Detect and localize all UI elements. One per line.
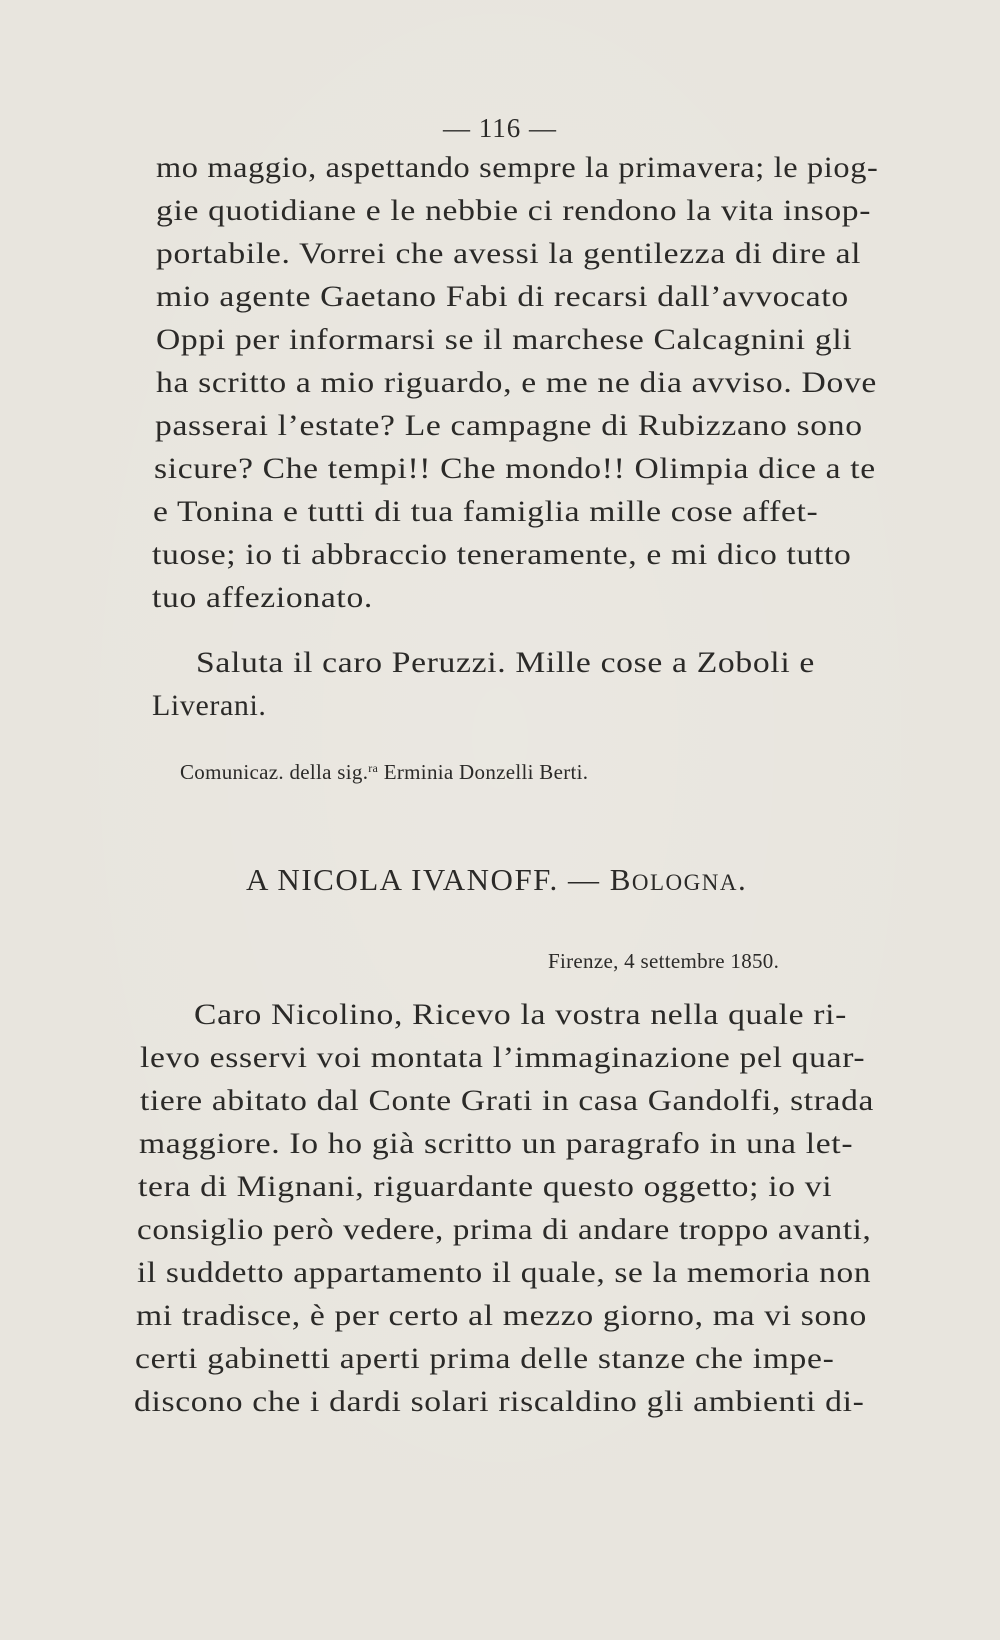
- text-line: passerai l’estate? Le campagne di Rubizzano sono: [155, 409, 863, 442]
- heading-recipient: A NICOLA IVANOFF. —: [246, 862, 601, 897]
- text-line: tiere abitato dal Conte Grati in casa Gandolfi, strada: [140, 1084, 875, 1117]
- text-line: tuo affezionato.: [152, 581, 373, 614]
- text-line: tera di Mignani, riguardante questo oggetto; io vi: [138, 1170, 833, 1203]
- text-line: sicure? Che tempi!! Che mondo!! Olimpia dice a te: [154, 452, 876, 485]
- text-line: levo esservi voi montata l’immaginazione pel quar-: [140, 1041, 866, 1074]
- heading-city-initial: B: [609, 862, 632, 897]
- source-suffix: Erminia Donzelli Berti.: [378, 760, 589, 784]
- source-superscript: ra: [368, 761, 379, 775]
- text-line: il suddetto appartamento il quale, se la memoria non: [137, 1256, 872, 1289]
- page-number: — 116 —: [443, 113, 557, 143]
- text-line: Oppi per informarsi se il marchese Calcagnini gli: [156, 323, 853, 356]
- text-line: maggiore. Io ho già scritto un paragrafo in una let-: [139, 1127, 854, 1160]
- source-prefix: Comunicaz. della sig.: [180, 760, 369, 784]
- text-line: mi tradisce, è per certo al mezzo giorno, ma vi sono: [136, 1299, 867, 1332]
- postscript-line: Saluta il caro Peruzzi. Mille cose a Zoboli e: [196, 646, 815, 679]
- text-line: Caro Nicolino, Ricevo la vostra nella quale ri-: [194, 998, 847, 1031]
- heading-city-rest: OLOGNA: [631, 870, 738, 895]
- text-line: tuose; io ti abbraccio teneramente, e mi dico tutto: [152, 538, 852, 571]
- letter-heading: [246, 862, 747, 898]
- text-line: gie quotidiane e le nebbie ci rendono la vita insop-: [156, 194, 872, 227]
- source-note: [180, 755, 588, 785]
- text-line: discono che i dardi solari riscaldino gli ambienti di-: [134, 1385, 865, 1418]
- text-line: consiglio però vedere, prima di andare troppo avanti,: [137, 1213, 872, 1246]
- text-line: mo maggio, aspettando sempre la primavera; le piog-: [156, 151, 879, 184]
- text-line: e Tonina e tutti di tua famiglia mille cose affet-: [153, 495, 819, 528]
- text-line: mio agente Gaetano Fabi di recarsi dall’avvocato: [156, 280, 849, 313]
- heading-period: .: [738, 862, 748, 897]
- text-line: portabile. Vorrei che avessi la gentilezza di dire al: [156, 237, 862, 270]
- postscript-line: Liverani.: [152, 689, 267, 722]
- text-line: certi gabinetti aperti prima delle stanze che impe-: [135, 1342, 835, 1375]
- text-line: ha scritto a mio riguardo, e me ne dia avviso. Dove: [156, 366, 878, 399]
- dateline: Firenze, 4 settembre 1850.: [548, 949, 780, 973]
